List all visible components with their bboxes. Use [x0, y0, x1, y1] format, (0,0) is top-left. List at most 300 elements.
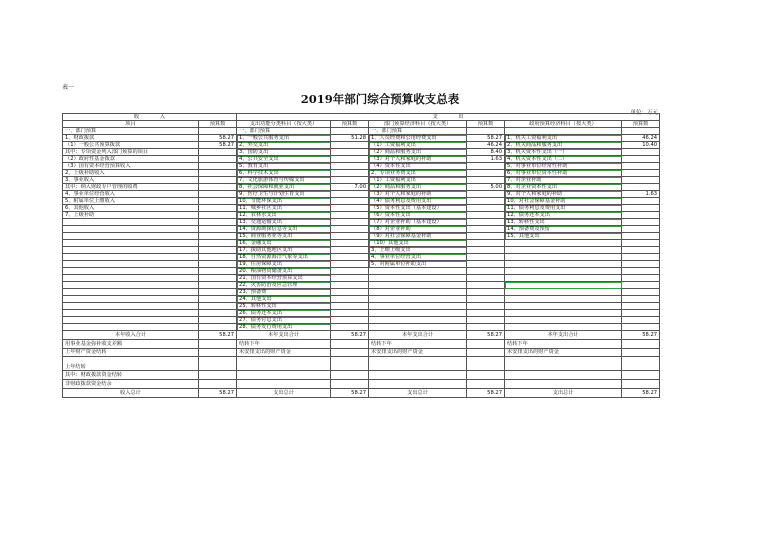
func-budget-cell [331, 142, 369, 149]
income-budget-cell [199, 247, 237, 254]
form-number: 表一 [62, 84, 75, 91]
dept-econ-budget-cell [467, 191, 505, 198]
dept-econ-budget-cell [467, 247, 505, 254]
func-budget-cell: 7.00 [331, 184, 369, 191]
func-subject-cell: 2、外交支出 [237, 142, 331, 149]
gov-econ-budget-cell [622, 296, 660, 303]
gov-econ-subject-cell [505, 289, 622, 296]
carry-row-5-label: 非财政拨款资金结余 [63, 380, 199, 389]
table-row [63, 177, 660, 184]
dept-econ-budget-cell [467, 212, 505, 219]
total-dept-value: 58.27 [467, 331, 505, 340]
carry-row-5 [63, 380, 660, 389]
gov-econ-subject-cell: 14、预备费及预留 [505, 226, 622, 233]
income-budget-cell [199, 310, 237, 317]
carry-row-1-label: 用事业基金弥补收支差额 [63, 339, 199, 348]
gov-econ-budget-cell [622, 163, 660, 170]
income-item-cell [63, 310, 199, 317]
income-item-cell: （2）政府性基金拨款 [63, 156, 199, 163]
empty-cell [199, 357, 237, 371]
dept-econ-subject-cell [369, 296, 467, 303]
table-row [63, 296, 660, 303]
gov-econ-budget-cell [622, 205, 660, 212]
gov-econ-budget-cell [622, 170, 660, 177]
func-budget-cell [331, 149, 369, 156]
table-header-row [63, 114, 660, 121]
dept-econ-budget-cell: 5.00 [467, 184, 505, 191]
table-row [63, 254, 660, 261]
dept-econ-subject-cell [369, 282, 467, 289]
func-budget-cell [331, 296, 369, 303]
func-budget-cell [331, 163, 369, 170]
dept-econ-subject-cell: 5、对附属单位补助支出 [369, 261, 467, 268]
dept-econ-budget-cell [467, 205, 505, 212]
dept-econ-subject-cell [369, 289, 467, 296]
dept-econ-subject-cell: （8）对企业补助 [369, 226, 467, 233]
func-budget-cell [331, 177, 369, 184]
dept-econ-budget-cell [467, 303, 505, 310]
dept-econ-budget-cell: 58.27 [467, 135, 505, 142]
table-row [63, 170, 660, 177]
income-item-cell [63, 268, 199, 275]
gov-econ-budget-cell [622, 212, 660, 219]
income-item-cell [63, 317, 199, 324]
income-item-cell [63, 289, 199, 296]
func-budget-cell [331, 170, 369, 177]
gov-econ-subject-cell [505, 240, 622, 247]
func-subject-cell: 1、一般公共服务支出 [237, 135, 331, 142]
func-subject-cell: 7、文化旅游体育与传媒支出 [237, 177, 331, 184]
gov-econ-subject-cell: 6、对事业单位资本性补助 [505, 170, 622, 177]
dept-econ-budget-cell [467, 226, 505, 233]
dept-econ-budget-cell: 46.24 [467, 142, 505, 149]
income-item-cell: 4、事业单位经营收入 [63, 191, 199, 198]
func-budget-cell [331, 240, 369, 247]
grand-func-label: 支出总计 [237, 388, 331, 397]
empty-cell [237, 380, 331, 389]
dept-econ-subject-cell: （3）对个人和家庭的补助 [369, 191, 467, 198]
gov-econ-subject-cell [505, 261, 622, 268]
gov-econ-subject-cell [505, 303, 622, 310]
income-budget-cell [199, 226, 237, 233]
dept-econ-subject-cell [369, 317, 467, 324]
func-subject-cell: 10、节能环保支出 [237, 198, 331, 205]
dept-econ-budget-cell: 8.40 [467, 149, 505, 156]
func-subject-cell: 9、医疗卫生与计划生育支出 [237, 191, 331, 198]
gov-econ-subject-cell [505, 317, 622, 324]
total-func-value: 58.27 [331, 331, 369, 340]
gov-econ-subject-cell: 7、对企业补助 [505, 177, 622, 184]
income-budget-cell [199, 303, 237, 310]
gov-econ-budget-cell [622, 317, 660, 324]
carry-row-4-label: 其中：财政拨款资金结转 [63, 371, 199, 380]
carry-forward-label: 结转下年 [237, 339, 331, 348]
income-budget-cell [199, 275, 237, 282]
income-item-cell [63, 261, 199, 268]
gov-econ-budget-cell [622, 275, 660, 282]
func-budget-cell [331, 156, 369, 163]
carry-row-3-label: 上年结转 [63, 357, 199, 371]
income-item-cell: 2、上级补助收入 [63, 170, 199, 177]
dept-econ-subject-cell: （7）对企业补助（基本建设） [369, 219, 467, 226]
dept-econ-budget-cell [467, 198, 505, 205]
gov-econ-budget-cell [622, 303, 660, 310]
grand-total-row [63, 388, 660, 397]
func-budget-cell [331, 289, 369, 296]
table-row [63, 233, 660, 240]
dept-econ-subject-cell: （10）其他支出 [369, 240, 467, 247]
dept-econ-budget-cell [467, 170, 505, 177]
income-item-cell: 1、财政拨款 [63, 135, 199, 142]
empty-cell [199, 380, 237, 389]
gov-econ-subject-cell [505, 128, 622, 135]
dept-econ-subject-cell [369, 303, 467, 310]
func-subject-cell: 13、交通运输支出 [237, 219, 331, 226]
empty-cell [237, 371, 331, 380]
func-subject-cell: 14、资源勘探信息等支出 [237, 226, 331, 233]
gov-econ-budget-cell [622, 184, 660, 191]
func-subject-cell: 24、其他支出 [237, 296, 331, 303]
income-budget-cell [199, 184, 237, 191]
gov-econ-subject-cell: 5、对事业单位经常性补助 [505, 163, 622, 170]
dept-econ-subject-cell [369, 268, 467, 275]
income-budget-cell [199, 149, 237, 156]
empty-cell [331, 348, 369, 357]
table-row [63, 282, 660, 289]
func-subject-cell: 22、灾害防治及应急管理 [237, 282, 331, 289]
income-item-cell [63, 247, 199, 254]
empty-cell [505, 380, 622, 389]
gov-econ-budget-cell [622, 219, 660, 226]
func-subject-cell: 23、预备费 [237, 289, 331, 296]
func-subject-cell: 17、援助其他地区支出 [237, 247, 331, 254]
gov-econ-subject-cell: 13、转移性支出 [505, 219, 622, 226]
empty-cell [237, 357, 331, 371]
dept-econ-subject-cell: （2）商品和服务支出 [369, 184, 467, 191]
dept-econ-subject-cell: 一、部门预算 [369, 128, 467, 135]
dept-econ-subject-cell: （4）债务利息及费用支出 [369, 198, 467, 205]
func-subject-cell: 21、国有资本经营预算支出 [237, 275, 331, 282]
dept-econ-subject-cell: 2、专项业务费支出 [369, 170, 467, 177]
gov-econ-subject-cell: 1、机关工资福利支出 [505, 135, 622, 142]
table-row [63, 324, 660, 331]
income-budget-cell [199, 317, 237, 324]
grand-income-label: 收入总计 [63, 388, 199, 397]
table-row [63, 184, 660, 191]
gov-econ-budget-cell [622, 149, 660, 156]
annual-total-row [63, 331, 660, 340]
income-budget-cell [199, 219, 237, 226]
grand-dept-value: 58.27 [467, 388, 505, 397]
func-budget-cell [331, 212, 369, 219]
empty-cell [369, 380, 467, 389]
gov-econ-subject-cell: 9、对个人和家庭的补助 [505, 191, 622, 198]
empty-cell [467, 371, 505, 380]
gov-econ-budget-cell [622, 289, 660, 296]
gov-econ-subject-cell: 11、债务利息及费用支出 [505, 205, 622, 212]
dept-econ-subject-cell: （2）商品和服务支出 [369, 149, 467, 156]
func-budget-cell [331, 128, 369, 135]
table-row [63, 247, 660, 254]
func-subject-cell: 28、债务发行费用支出 [237, 324, 331, 331]
income-budget-cell [199, 198, 237, 205]
dept-econ-subject-cell: （1）工资福利支出 [369, 142, 467, 149]
table-row [63, 317, 660, 324]
dept-econ-budget-cell [467, 128, 505, 135]
empty-cell [369, 357, 467, 371]
gov-econ-subject-cell [505, 324, 622, 331]
func-budget-cell [331, 198, 369, 205]
total-dept-label: 本年支出合计 [369, 331, 467, 340]
total-income-value: 58.27 [199, 331, 237, 340]
empty-cell [331, 380, 369, 389]
income-item-cell [63, 226, 199, 233]
gov-econ-budget-cell: 46.24 [622, 135, 660, 142]
gov-econ-budget-cell [622, 128, 660, 135]
dept-econ-budget-cell [467, 296, 505, 303]
gov-econ-subject-cell [505, 275, 622, 282]
table-row [63, 212, 660, 219]
gov-econ-budget-cell [622, 310, 660, 317]
income-budget-cell [199, 156, 237, 163]
table-row [63, 135, 660, 142]
grand-dept-label: 支出总计 [369, 388, 467, 397]
table-subheader-row [63, 121, 660, 128]
income-item-cell [63, 233, 199, 240]
income-item-cell: （3）国有资本经营预算收入 [63, 163, 199, 170]
budget-header: 预算数 [199, 121, 237, 128]
gov-econ-subject-cell [505, 296, 622, 303]
income-item-cell: （1）一般公共预算拨款 [63, 142, 199, 149]
dept-econ-budget-cell [467, 324, 505, 331]
func-subject-cell: 16、金融支出 [237, 240, 331, 247]
empty-cell [622, 339, 660, 348]
income-budget-cell [199, 212, 237, 219]
func-budget-cell [331, 275, 369, 282]
func-subject-cell: 25、转移性支出 [237, 303, 331, 310]
func-subject-cell: 27、债务付息支出 [237, 317, 331, 324]
table-row [63, 191, 660, 198]
gov-econ-subject-cell: 2、机关商品和服务支出 [505, 142, 622, 149]
table-row [63, 163, 660, 170]
gov-econ-subject-cell [505, 282, 622, 289]
gov-econ-subject-cell: 4、机关资本性支出（二） [505, 156, 622, 163]
income-item-cell: 5、附属单位上缴收入 [63, 198, 199, 205]
empty-cell [622, 357, 660, 371]
func-subject-cell: 26、债务还本支出 [237, 310, 331, 317]
total-gov-value: 58.27 [622, 331, 660, 340]
income-item-cell [63, 324, 199, 331]
gov-econ-budget-cell: 1.63 [622, 191, 660, 198]
empty-cell [467, 380, 505, 389]
table-row [63, 156, 660, 163]
dept-econ-subject-header: 部门预算经济科目（按大类） [369, 121, 467, 128]
income-budget-cell [199, 240, 237, 247]
dept-econ-budget-cell [467, 275, 505, 282]
dept-econ-subject-cell: （4）资本性支出 [369, 163, 467, 170]
income-item-cell: 6、其他收入 [63, 205, 199, 212]
gov-econ-subject-cell: 8、对企业资本性支出 [505, 184, 622, 191]
income-item-cell: 其中：纳入财政专户管理的收费 [63, 184, 199, 191]
empty-cell [331, 371, 369, 380]
budget-header: 预算数 [467, 121, 505, 128]
grand-gov-value: 58.27 [622, 388, 660, 397]
func-budget-cell: 51.28 [331, 135, 369, 142]
item-header: 项目 [63, 121, 199, 128]
empty-cell [622, 371, 660, 380]
func-subject-cell: 19、住房保障支出 [237, 261, 331, 268]
empty-cell [467, 339, 505, 348]
gov-econ-subject-cell: 10、对社会保障基金补助 [505, 198, 622, 205]
budget-summary-table [62, 113, 660, 398]
carry-row-2-label: 上年财产资金结转 [63, 348, 199, 357]
func-budget-cell [331, 317, 369, 324]
table-row [63, 149, 660, 156]
dept-econ-budget-cell [467, 177, 505, 184]
income-budget-cell [199, 268, 237, 275]
budget-header: 预算数 [622, 121, 660, 128]
gov-econ-budget-cell: 10.40 [622, 142, 660, 149]
table-row [63, 142, 660, 149]
total-func-label: 本年支出合计 [237, 331, 331, 340]
dept-econ-budget-cell [467, 254, 505, 261]
func-subject-header: 支出功能分类科目（按大类） [237, 121, 331, 128]
carry-row-2 [63, 348, 660, 357]
gov-econ-budget-cell [622, 233, 660, 240]
func-budget-cell [331, 247, 369, 254]
func-budget-cell [331, 226, 369, 233]
table-row [63, 226, 660, 233]
empty-cell [505, 371, 622, 380]
func-subject-cell: 11、城乡社区支出 [237, 205, 331, 212]
gov-econ-budget-cell [622, 254, 660, 261]
grand-gov-label: 支出总计 [505, 388, 622, 397]
gov-econ-subject-cell [505, 247, 622, 254]
income-budget-cell [199, 324, 237, 331]
income-budget-cell [199, 282, 237, 289]
table-row [63, 303, 660, 310]
income-item-cell: 7、上级补助 [63, 212, 199, 219]
empty-cell [331, 339, 369, 348]
func-subject-cell: 18、自然资源海洋气象等支出 [237, 254, 331, 261]
dept-econ-subject-cell [369, 324, 467, 331]
table-row [63, 240, 660, 247]
gov-econ-budget-cell [622, 198, 660, 205]
empty-cell [622, 380, 660, 389]
total-income-label: 本年收入合计 [63, 331, 199, 340]
func-subject-cell: 6、科学技术支出 [237, 170, 331, 177]
dept-econ-budget-cell [467, 282, 505, 289]
gov-econ-subject-cell: 3、机关资本性支出（一） [505, 149, 622, 156]
table-row [63, 198, 660, 205]
dept-econ-budget-cell [467, 268, 505, 275]
dept-econ-budget-cell [467, 233, 505, 240]
table-row [63, 219, 660, 226]
income-item-cell [63, 275, 199, 282]
gov-econ-budget-cell [622, 247, 660, 254]
empty-cell [199, 371, 237, 380]
table-row [63, 275, 660, 282]
table-row [63, 261, 660, 268]
gov-econ-budget-cell [622, 268, 660, 275]
income-budget-cell: 58.27 [199, 135, 237, 142]
dept-econ-subject-cell: （6）资本性支出 [369, 212, 467, 219]
income-budget-cell [199, 205, 237, 212]
income-budget-cell [199, 177, 237, 184]
func-subject-cell: 3、国防支出 [237, 149, 331, 156]
func-subject-cell: 20、粮油物资储备支出 [237, 268, 331, 275]
gov-econ-subject-cell [505, 310, 622, 317]
empty-cell [199, 339, 237, 348]
income-item-cell: 其中：专项资金列入部门预算的项目 [63, 149, 199, 156]
gov-econ-budget-cell [622, 156, 660, 163]
gov-econ-subject-cell [505, 254, 622, 261]
dept-econ-subject-cell: （9）对社会保障基金补助 [369, 233, 467, 240]
func-budget-cell [331, 191, 369, 198]
page-title: 2019年部门综合预算收支总表 [300, 92, 460, 106]
gov-econ-subject-cell: 12、债务还本支出 [505, 212, 622, 219]
empty-cell [622, 348, 660, 357]
income-budget-cell [199, 296, 237, 303]
func-budget-cell [331, 303, 369, 310]
dept-econ-subject-cell: （1）工资福利支出 [369, 177, 467, 184]
gov-econ-budget-cell [622, 261, 660, 268]
empty-cell [199, 348, 237, 357]
empty-cell [331, 357, 369, 371]
func-subject-cell: 5、教育支出 [237, 163, 331, 170]
income-item-cell: 3、事业收入 [63, 177, 199, 184]
income-item-cell [63, 282, 199, 289]
carry-forward-label: 结转下年 [369, 339, 467, 348]
table-row [63, 268, 660, 275]
dept-econ-subject-cell: 1、人员经费和公用经费支出 [369, 135, 467, 142]
income-budget-cell [199, 233, 237, 240]
dept-econ-budget-cell [467, 310, 505, 317]
grand-func-value: 58.27 [331, 388, 369, 397]
unit-label: 单位：万元 [630, 110, 658, 116]
gov-econ-budget-cell [622, 240, 660, 247]
income-budget-cell [199, 261, 237, 268]
income-budget-cell: 58.27 [199, 142, 237, 149]
dept-econ-subject-cell: （3）对个人和家庭的补助 [369, 156, 467, 163]
func-subject-cell: 12、农林水支出 [237, 212, 331, 219]
carry-row-3 [63, 357, 660, 371]
func-budget-cell [331, 233, 369, 240]
func-subject-cell: 一、部门预算 [237, 128, 331, 135]
func-budget-cell [331, 254, 369, 261]
func-budget-cell [331, 324, 369, 331]
func-budget-cell [331, 261, 369, 268]
dept-econ-subject-cell: 3、上缴上级支出 [369, 247, 467, 254]
dept-econ-subject-cell: （5）资本性支出（基本建设） [369, 205, 467, 212]
dept-econ-budget-cell: 1.63 [467, 156, 505, 163]
func-budget-cell [331, 310, 369, 317]
table-row [63, 310, 660, 317]
income-budget-cell [199, 128, 237, 135]
carry-row-4 [63, 371, 660, 380]
func-subject-cell: 8、社会保障和就业支出 [237, 184, 331, 191]
income-item-cell [63, 219, 199, 226]
expense-header: 支 出 [237, 114, 660, 121]
income-item-cell [63, 254, 199, 261]
grand-income-value: 58.27 [199, 388, 237, 397]
income-budget-cell [199, 289, 237, 296]
func-subject-cell: 4、公共安全支出 [237, 156, 331, 163]
func-budget-cell [331, 282, 369, 289]
empty-cell [467, 357, 505, 371]
empty-cell [467, 348, 505, 357]
unused-funds-label: 未安排支出的财产资金 [505, 348, 622, 357]
